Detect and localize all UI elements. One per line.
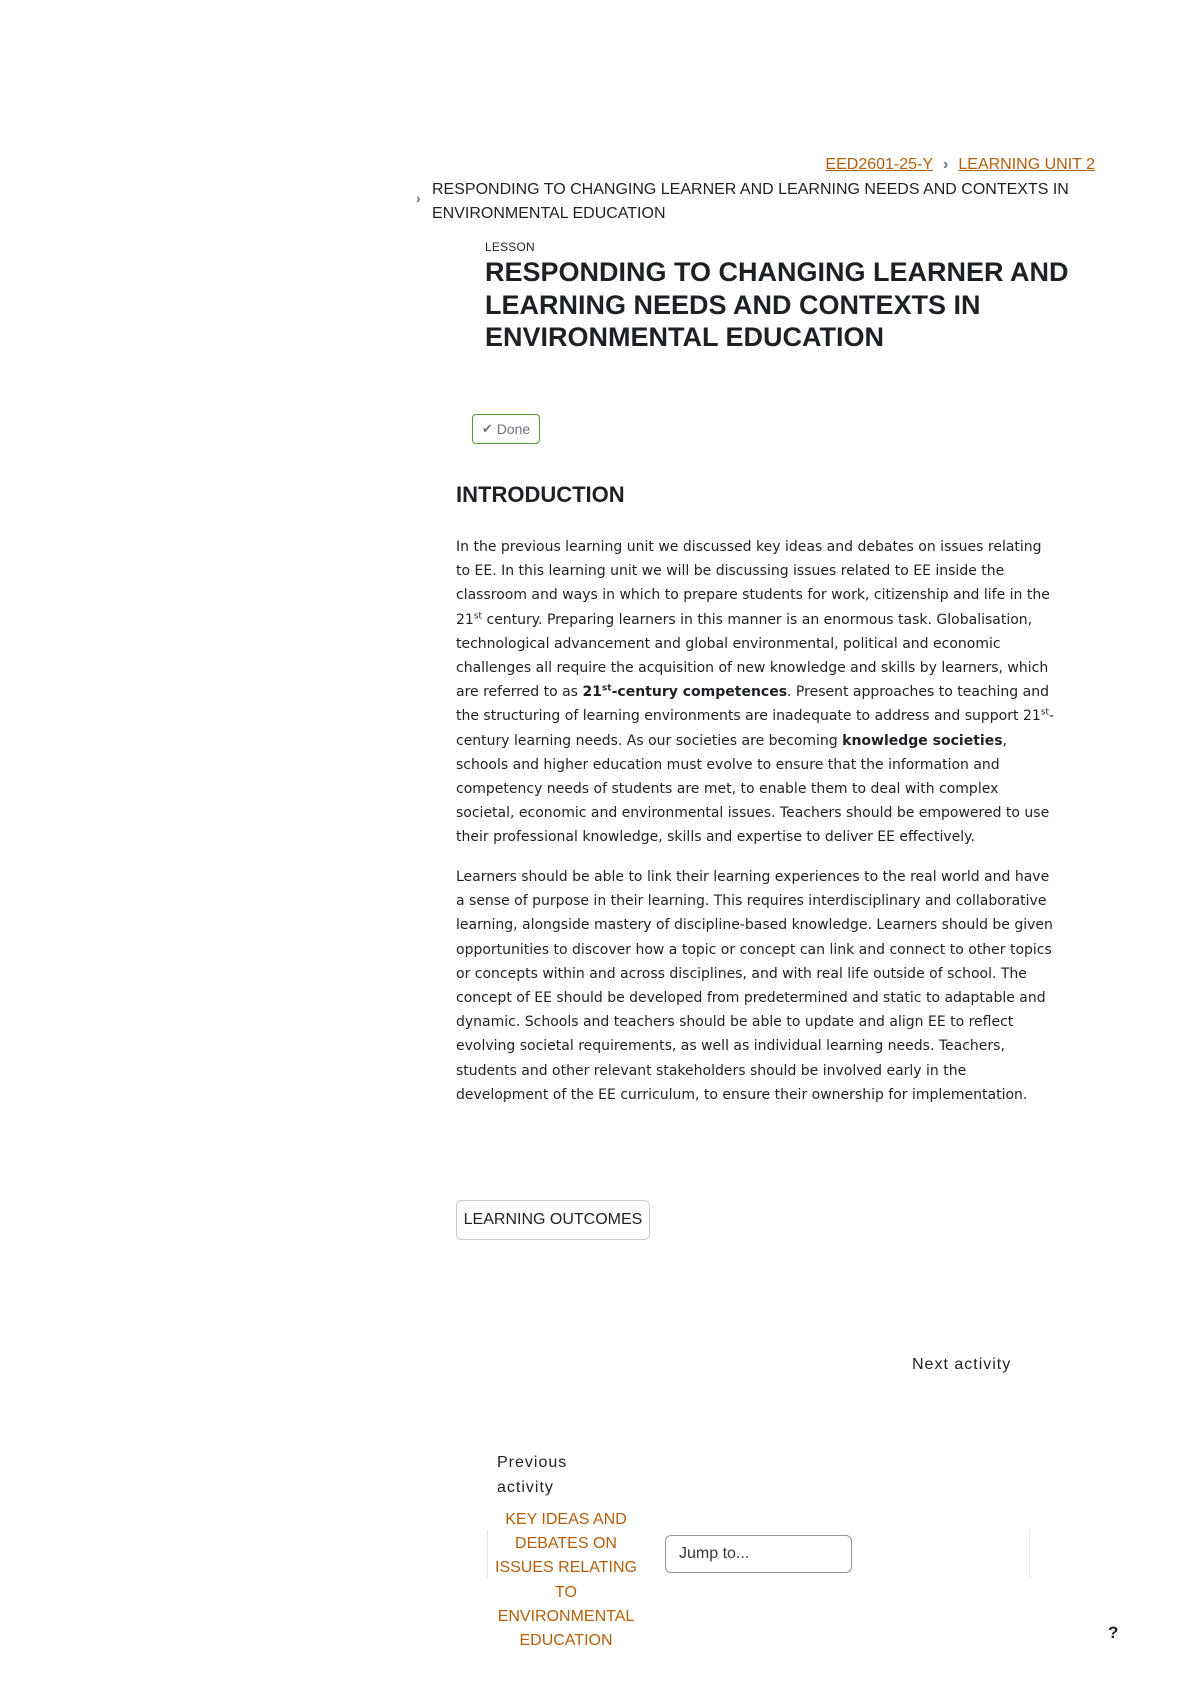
- check-icon: ✔: [481, 421, 493, 436]
- breadcrumb: [825, 156, 1095, 174]
- section-nav[interactable]: [416, 178, 1072, 226]
- jump-to-select[interactable]: Jump to...: [665, 1535, 852, 1573]
- help-icon[interactable]: ?: [1108, 1623, 1119, 1642]
- chevron-right-icon: ›: [943, 156, 949, 173]
- done-button[interactable]: [472, 414, 540, 444]
- done-label: Done: [496, 421, 531, 437]
- section-heading: INTRODUCTION: [456, 482, 625, 507]
- learning-outcomes-button[interactable]: LEARNING OUTCOMES: [456, 1200, 650, 1240]
- nav-divider: [487, 1530, 488, 1578]
- intro-paragraph-2: Learners should be able to link their learning experiences to the real world and have a sense of purpose in their learning. This requires interdisciplinary and collaborative learning, alongside mastery of discipline-based knowledge. Learners should be given opportunities to discover how a topic or concept can link and connect to other topics or concepts within and across disciplines, and with real life outside of school. The concept of EE should be developed from predetermined and static to adaptable and dynamic. Schools and teachers should be able to update and align EE to reflect evolving societal requirements, as well as individual learning needs. Teachers, students and other relevant stakeholders should be involved early in the development of the EE curriculum, to ensure their ownership for implementation.: [456, 869, 1053, 1103]
- activity-type-label: LESSON: [485, 240, 535, 254]
- previous-activity-link[interactable]: KEY IDEAS AND DEBATES ON ISSUES RELATING TO ENVIRONMENTAL EDUCATION: [495, 1511, 637, 1650]
- breadcrumb-course-link[interactable]: EED2601-25-Y: [825, 156, 934, 173]
- chevron-right-icon[interactable]: ›: [416, 190, 421, 206]
- nav-divider: [1029, 1530, 1030, 1578]
- previous-activity-label: Previous activity: [497, 1454, 568, 1496]
- page-title: RESPONDING TO CHANGING LEARNER AND LEARNING NEEDS AND CONTEXTS IN ENVIRONMENTAL EDUCATION: [485, 257, 1069, 352]
- breadcrumb-unit-link[interactable]: LEARNING UNIT 2: [958, 156, 1095, 173]
- section-nav-title[interactable]: RESPONDING TO CHANGING LEARNER AND LEARNING NEEDS AND CONTEXTS IN ENVIRONMENTAL EDUCATION: [432, 181, 1069, 222]
- intro-paragraph-1: In the previous learning unit we discussed key ideas and debates on issues relating to EE. In this learning unit we will be discussing issues related to EE inside the classroom and ways in which to prepare students for work, citizenship and life in the 21st century. Preparing learners in this manner is an enormous task. Globalisation, technological advancement and global environmental, political and economic challenges all require the acquisition of new knowledge and skills by learners, which are referred to as 21st-century competences. Present approaches to teaching and the structuring of learning environments are inadequate to address and support 21st-century learning needs. As our societies are becoming knowledge societies, schools and higher education must evolve to ensure that the information and competency needs of students are met, to enable them to deal with complex societal, economic and environmental issues. Teachers should be empowered to use their professional knowledge, skills and expertise to deliver EE effectively.: [456, 539, 1055, 846]
- next-activity-label[interactable]: Next activity: [912, 1356, 1012, 1373]
